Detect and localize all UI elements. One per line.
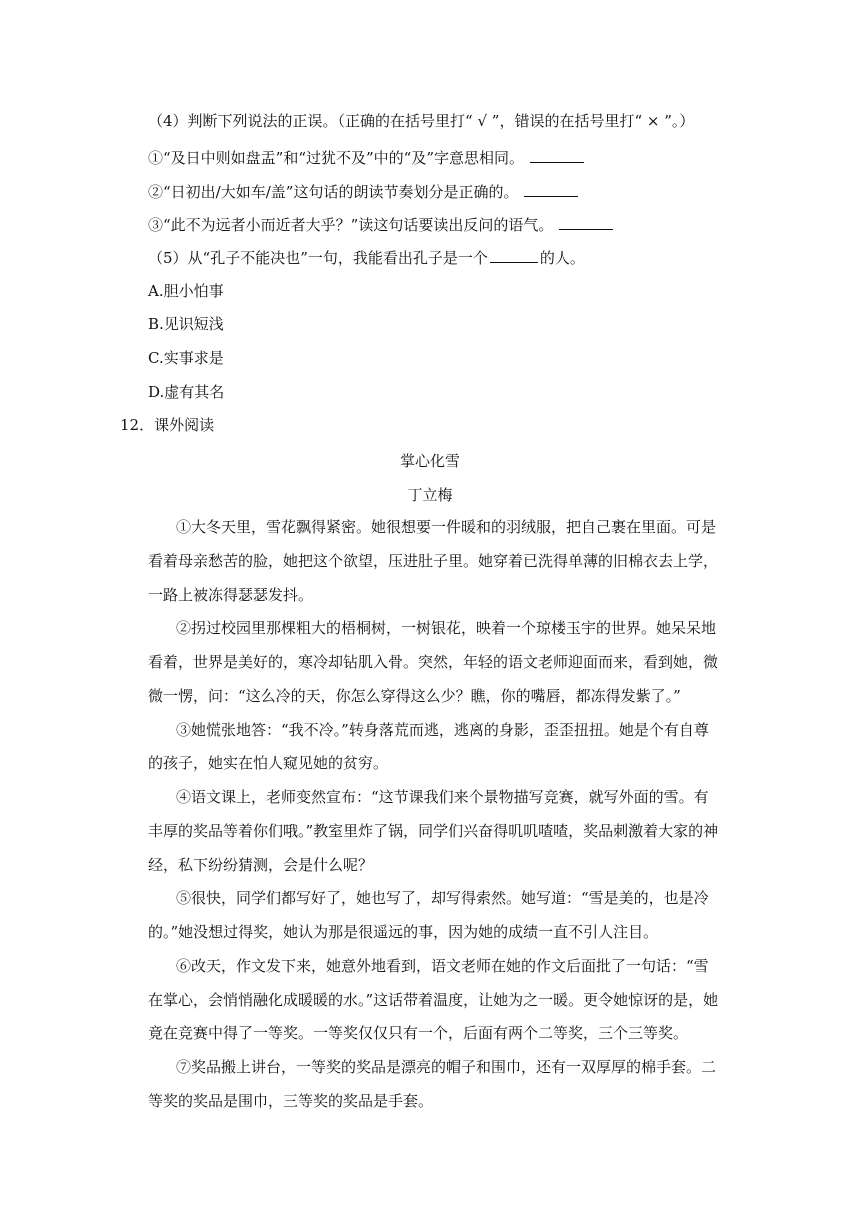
passage-line: ④语文课上，老师变然宣布：“这节课我们来个景物描写竞赛，就写外面的雪。有	[176, 788, 709, 806]
answer-blank[interactable]	[490, 247, 538, 263]
question-4-item-3	[148, 214, 613, 235]
passage-line: 的。”她没想过得奖，她认为那是很遥远的事，因为她的成绩一直不引人注目。	[148, 923, 659, 941]
answer-blank[interactable]	[524, 181, 578, 197]
item-text: ①“及日中则如盘盂”和“过犹不及”中的“及”字意思相同。	[148, 149, 525, 167]
passage-title: 掌心化雪	[399, 452, 460, 470]
option-d: D.虚有其名	[148, 383, 225, 401]
passage-author: 丁立梅	[407, 486, 453, 504]
passage-line: 一路上被冻得瑟瑟发抖。	[148, 586, 314, 604]
question-4-item-1	[148, 147, 584, 168]
passage-line: 的孩子，她实在怕人窥见她的贫穷。	[148, 754, 389, 772]
passage-line: 竟在竞赛中得了一等奖。一等奖仅仅只有一个，后面有两个二等奖，三个三等奖。	[148, 1024, 689, 1042]
passage-line: ⑤很快，同学们都写好了，她也写了，却写得索然。她写道：“雪是美的，也是冷	[176, 889, 709, 907]
passage-line: 看着，世界是美好的，寒冷却钻肌入骨。突然，年轻的语文老师迎面而来，看到她，微	[148, 653, 719, 671]
passage-line: 经，私下纷纷猜测，会是什么呢？	[148, 856, 374, 874]
prompt-after: 的人。	[539, 249, 585, 267]
passage-line: 丰厚的奖品等着你们哦。”教室里炸了锅，同学们兴奋得叽叽喳喳，奖品刺激着大家的神	[148, 822, 719, 840]
passage-line: 在掌心，会悄悄融化成暖暖的水。”这话带着温度，让她为之一暖。更令她惊讶的是，她	[148, 991, 719, 1009]
prompt-before: （5）从“孔子不能决也”一句，我能看出孔子是一个	[148, 249, 488, 267]
passage-line: 等奖的奖品是围巾，三等奖的奖品是手套。	[148, 1092, 434, 1110]
question-4-item-2	[148, 181, 578, 202]
answer-blank[interactable]	[559, 214, 613, 230]
item-text: ③“此不为远者小而近者大乎？”读这句话要读出反问的语气。	[148, 216, 554, 234]
passage-line: ①大冬天里，雪花飘得紧密。她很想要一件暖和的羽绒服，把自己裹在里面。可是	[176, 518, 717, 536]
question-4-prompt: （4）判断下列说法的正误。（正确的在括号里打“ √ ”，错误的在括号里打“ × ”。）	[148, 112, 695, 130]
option-b: B.见识短浅	[148, 315, 224, 333]
option-c: C.实事求是	[148, 349, 224, 367]
passage-line: ③她慌张地答：“我不冷。”转身落荒而逃，逃离的身影，歪歪扭扭。她是个有自尊	[176, 721, 709, 739]
passage-line: ⑥改天，作文发下来，她意外地看到，语文老师在她的作文后面批了一句话：“雪	[176, 957, 709, 975]
passage-line: ②拐过校园里那棵粗大的梧桐树，一树银花，映着一个琼楼玉宇的世界。她呆呆地	[176, 619, 717, 637]
question-12-heading: 12．课外阅读	[120, 416, 215, 434]
item-text: ②“日初出/大如车/盖”这句话的朗读节奏划分是正确的。	[148, 183, 519, 201]
answer-blank[interactable]	[530, 147, 584, 163]
passage-line: 看着母亲愁苦的脸，她把这个欲望，压进肚子里。她穿着已洗得单薄的旧棉衣去上学，	[148, 552, 719, 570]
question-5-prompt	[148, 247, 585, 268]
passage-line: ⑦奖品搬上讲台，一等奖的奖品是漂亮的帽子和围巾，还有一双厚厚的棉手套。二	[176, 1058, 717, 1076]
passage-line: 微一愣，问：“这么冷的天，你怎么穿得这么少？瞧，你的嘴唇，都冻得发紫了。”	[148, 687, 681, 705]
option-a: A.胆小怕事	[148, 282, 224, 300]
